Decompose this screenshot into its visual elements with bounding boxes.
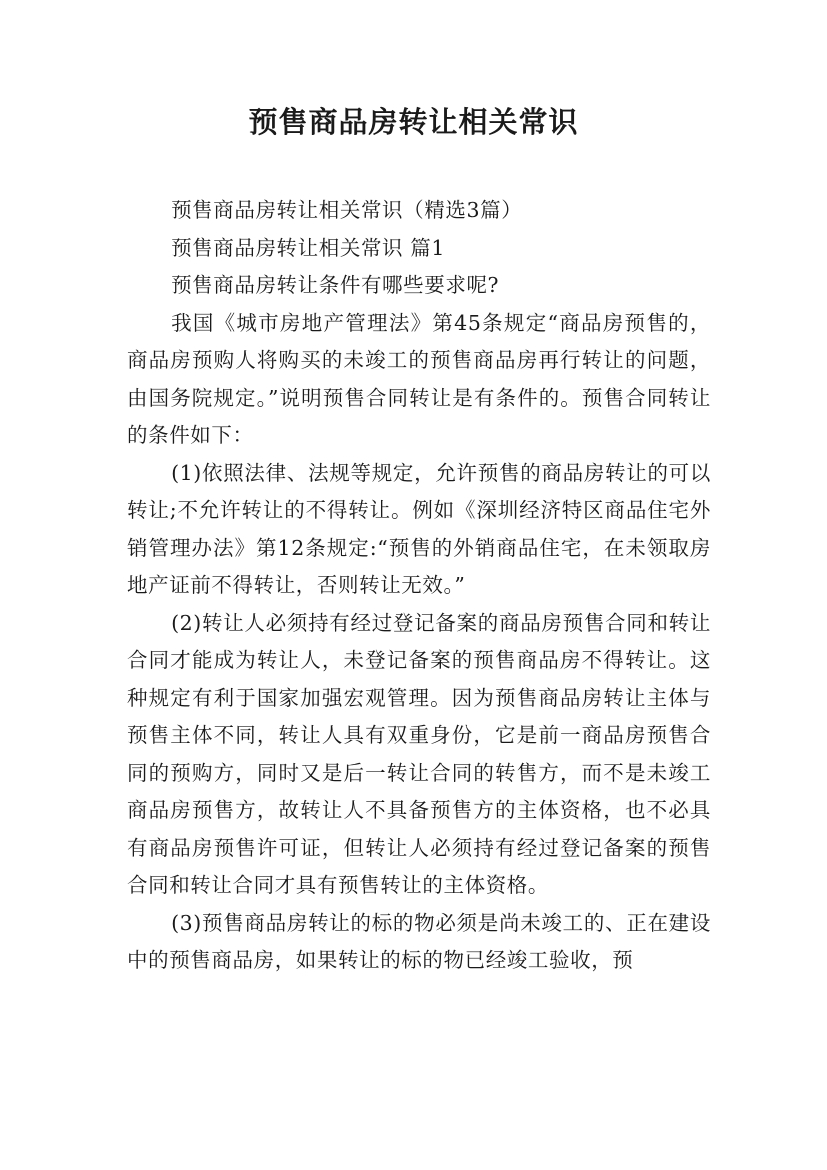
section-heading: 预售商品房转让相关常识 篇1 (171, 235, 446, 260)
question-paragraph: 预售商品房转让条件有哪些要求呢? (171, 273, 500, 297)
condition-2-paragraph: (2)转让人必须持有经过登记备案的商品房预售合同和转让合同才能成为转让人，未登记备案的预售商品房不得转让。这种规定有利于国家加强宏观管理。因为预售商品房转让主体与预售主体不同，转让人具有双重身份，它是前一商品房预售合同的预购方，同时又是后一转让合同的转售方，而不是未竣工商品房预售方，故转让人不具备预售方的主体资格，也不必具有商品房预售许可证，但转让人必须持有经过登记备案的预售合同和转让合同才具有预售转让的主体资格。 (127, 610, 711, 897)
document-title: 预售商品房转让相关常识 (248, 105, 579, 139)
document-body (127, 192, 711, 980)
condition-3-paragraph: (3)预售商品房转让的标的物必须是尚未竣工的、正在建设中的预售商品房，如果转让的标的物已经竣工验收，预 (127, 910, 711, 972)
subtitle-paragraph: 预售商品房转让相关常识（精选3篇） (171, 198, 523, 222)
law-intro-paragraph: 我国《城市房地产管理法》第45条规定“商品房预售的，商品房预购人将购买的未竣工的预售商品房再行转让的问题，由国务院规定。”说明预售合同转让是有条件的。预售合同转让的条件如下： (127, 310, 711, 447)
condition-1-paragraph: (1)依照法律、法规等规定，允许预售的商品房转让的可以转让;不允许转让的不得转让。例如《深圳经济特区商品住宅外销管理办法》第12条规定:“预售的外销商品住宅，在未领取房地产证前不得转让，否则转让无效。” (127, 460, 711, 597)
